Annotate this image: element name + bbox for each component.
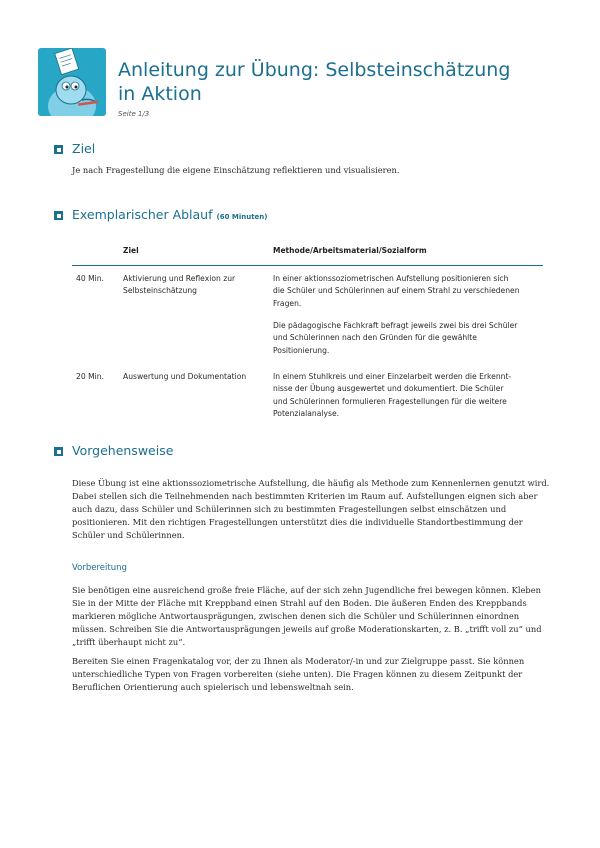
section-title-vorgehensweise: Vorgehensweise [72, 443, 174, 458]
section-title-ablauf [72, 207, 268, 222]
method-line: und Schülerinnen formulieren Fragestellungen für die weitere [273, 396, 507, 406]
section-marker-icon [54, 211, 63, 220]
title-line-1: Anleitung zur Übung: Selbsteinschätzung [118, 59, 511, 81]
goal-line: Aktivierung und Reflexion zur [123, 274, 236, 283]
method-line: Die pädagogische Fachkraft befragt jeweils zwei bis drei Schüler [273, 321, 518, 330]
table-header-method: Methode/Arbeitsmaterial/Sozialform [273, 246, 427, 255]
table-row-method [273, 371, 511, 421]
logo [38, 48, 106, 116]
method-line: In einem Stuhlkreis und einer Einzelarbeit werden die Erkennt- [273, 372, 512, 381]
goal-line: Selbsteinschätzung [123, 286, 197, 296]
method-line: In einer aktionssoziometrischen Aufstellung positionieren sich [273, 274, 509, 283]
title-line-2: in Aktion [118, 83, 202, 105]
page-title [118, 58, 538, 106]
character-icon [38, 48, 106, 116]
method-line: nisse der Übung ausgewertet und dokumentiert. Die Schüler [273, 384, 504, 394]
table-row-time: 40 Min. [76, 274, 104, 283]
vorgehen-intro: Diese Übung ist eine aktionssoziometrische Aufstellung, die häufig als Methode zum Kennenlernen genutzt wird. Dabei stellen sich die Teilnehmenden nach bestimmten Kriterien im Raum auf. Aufstellungen eignen sich aber auch dazu, dass Schüler und Schülerinnen sich zu bestimmten Fragestellungen selbst einschätzen und positionieren. Mit den richtigen Fragestellungen unterstützt dies die individuelle Standortbestimmung der Schüler und Schülerinnen. [72, 478, 550, 540]
table-row-method [273, 320, 517, 357]
method-line: Fragen. [273, 298, 302, 308]
prep-paragraph-2: Bereiten Sie einen Fragenkatalog vor, der zu Ihnen als Moderator/-in und zur Zielgruppe passt. Sie können unterschiedliche Typen von Fragen vorbereiten (siehe unten). Die Fragen können zu diesem Zeitpunkt der Beruflichen Orientierung auch spielerisch und lebensweltnah sein. [72, 656, 525, 692]
page-number: Seite 1/3 [118, 110, 150, 118]
ziel-text: Je nach Fragestellung die eigene Einschätzung reflektieren und visualisieren. [72, 165, 400, 175]
table-row-goal: Auswertung und Dokumentation [123, 372, 247, 381]
table-divider [72, 265, 543, 266]
method-line: Potenzialanalyse. [273, 409, 340, 419]
ablauf-title-text: Exemplarischer Ablauf [72, 207, 213, 222]
table-row-method [273, 273, 520, 310]
subheading-vorbereitung: Vorbereitung [72, 563, 127, 573]
table-header-goal: Ziel [123, 246, 139, 255]
section-title-ziel: Ziel [72, 141, 96, 156]
method-line: und Schülerinnen nach den Gründen für die gewählte [273, 333, 477, 343]
table-row-goal [123, 273, 235, 298]
prep-paragraph-1: Sie benötigen eine ausreichend große freie Fläche, auf der sich zehn Jugendliche frei bewegen können. Kleben Sie in der Mitte der Fläche mit Kreppband einen Strahl auf den Boden. Die äußeren Enden des Kreppbands markieren mögliche Antwortausprägungen, zwischen denen sich die Schüler und Schülerinnen einordnen müssen. Schreiben Sie die Antwortausprägungen jeweils auf große Moderationskarten, z. B. „trifft voll zu“ und „trifft überhaupt nicht zu“. [72, 585, 542, 647]
ablauf-duration: (60 Minuten) [216, 213, 268, 221]
method-line: Positionierung. [273, 345, 330, 355]
table-row-time: 20 Min. [76, 372, 104, 381]
method-line: die Schüler und Schülerinnen auf einem Strahl zu verschiedenen [273, 286, 520, 296]
section-marker-icon [54, 145, 63, 154]
section-marker-icon [54, 447, 63, 456]
